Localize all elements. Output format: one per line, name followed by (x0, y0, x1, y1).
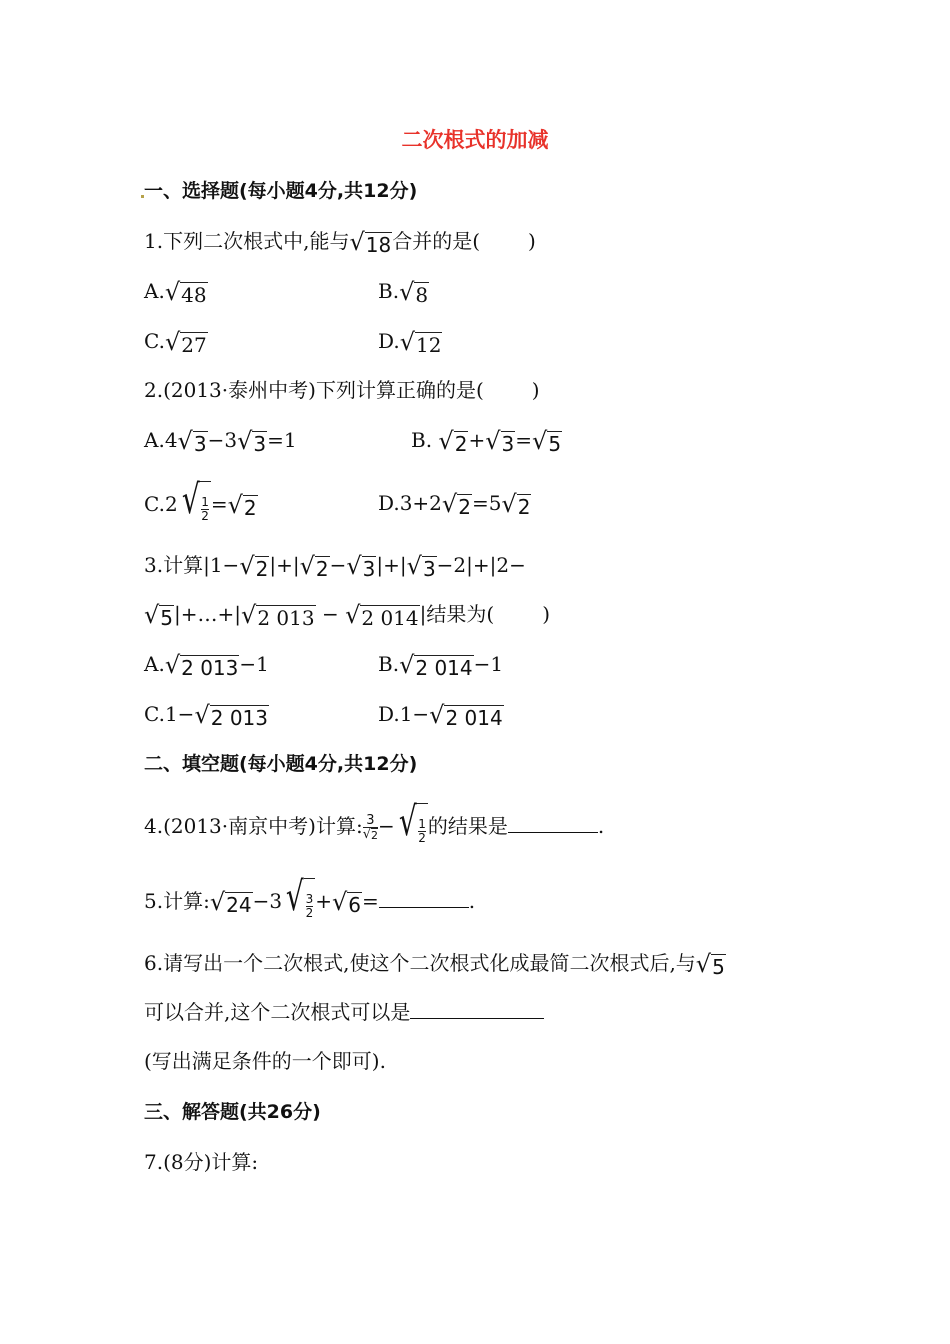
question-3-line-1: 3.计算|1− √ 2 |+| √ 2 − √ 3 |+| √ 3 −2|+|2− (144, 551, 526, 581)
section-heading-choice: 一、选择题(每小题4分,共12分) (144, 180, 418, 202)
question-6-line-2: 可以合并,这个二次根式可以是 (144, 997, 544, 1027)
question-4: 4.(2013·南京中考)计算: 3 √ 2 − √ $\frac{1}{2}$ 的结果是 . (144, 800, 604, 855)
question-7: 7.(8分)计算: (144, 1150, 259, 1174)
option-1c: C. √ 27 (144, 327, 207, 357)
option-3c: C.1− √ 2 013 (144, 700, 268, 730)
option-2a: A.4 √ 3 −3 √ 3 =1 (144, 426, 297, 456)
answer-blank[interactable] (508, 814, 598, 833)
option-3b: B. √ 2 014 −1 (378, 650, 504, 680)
question-1: 1.下列二次根式中,能与 √ 18 合并的是( ) (144, 227, 536, 257)
option-2d: D.3+2 √ 2 =5 √ 2 (378, 489, 531, 519)
question-6-line-1: 6.请写出一个二次根式,使这个二次根式化成最简二次根式后,与 √ 5 (144, 949, 725, 979)
option-2b: B. √ 2 + √ 3 = √ 5 (411, 426, 562, 456)
section-heading-fill: 二、填空题(每小题4分,共12分) (144, 753, 418, 775)
option-3d: D.1− √ 2 014 (378, 700, 503, 730)
option-3a: A. √ 2 013 −1 (144, 650, 269, 680)
answer-blank[interactable] (379, 889, 469, 908)
option-1d: D. √ 12 (378, 327, 442, 357)
sqrt-expression: √ 18 (349, 227, 392, 257)
page-title: 二次根式的加减 (401, 128, 549, 152)
question-5: 5.计算: √ 24 −3 √ $\frac{3}{2}$ + √ 6 = . (144, 875, 475, 930)
question-2: 2.(2013·泰州中考)下列计算正确的是( ) (144, 378, 540, 402)
option-1b: B. √ 8 (378, 277, 429, 307)
option-2c: C.2 √ $\frac{1}{2}$ = √ 2 (144, 478, 258, 533)
answer-blank[interactable] (410, 1000, 544, 1019)
option-1a: A. √ 48 (144, 277, 207, 307)
question-3-line-2: √ 5 |+…+| √ 2 013 − √ 2 014 |结果为( ) (144, 600, 550, 630)
section-heading-solve: 三、解答题(共26分) (144, 1101, 321, 1123)
question-6-line-3: (写出满足条件的一个即可). (144, 1049, 386, 1073)
